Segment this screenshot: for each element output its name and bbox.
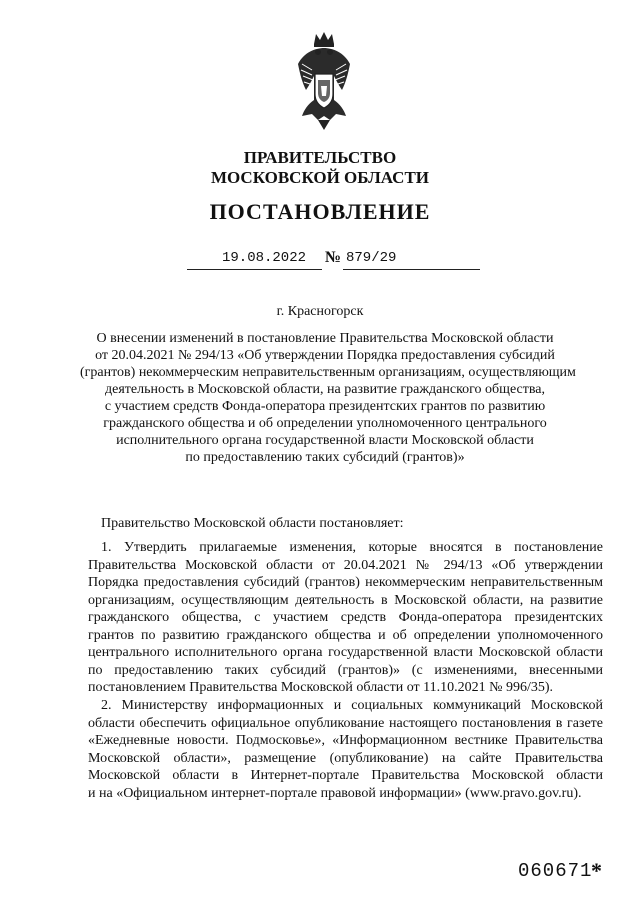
- item-2-line: 2. Министерству информационных и социальных коммуникаций Московской: [101, 698, 603, 713]
- subject-line: О внесении изменений в постановление Правительства Московской области: [96, 331, 554, 346]
- coat-of-arms-icon: [296, 30, 352, 136]
- item-2-line: «Ежедневные новости. Подмосковье», «Информационном вестнике Правительства: [88, 733, 603, 748]
- item-1-line: Правительства Московской области от 20.04.2021 № 294/13 «Об утверждении: [88, 557, 603, 573]
- item-2-line: Московской области в Интернет-портале Правительства Московской области: [88, 768, 603, 783]
- number-underline: [343, 269, 480, 270]
- document-type: ПОСТАНОВЛЕНИЕ: [209, 199, 431, 224]
- item-2: [88, 697, 603, 802]
- number-sign: №: [325, 249, 342, 266]
- item-2-line: и на «Официальном интернет-портале правовой информации» (www.pravo.gov.ru).: [88, 785, 582, 801]
- subject-line: с участием средств Фонда-оператора президентских грантов по развитию: [104, 399, 546, 414]
- item-1-line: постановлением Правительства Московской области от 11.10.2021 № 996/35).: [88, 680, 554, 695]
- item-1-line: 1. Утвердить прилагаемые изменения, которые вносятся в постановление: [101, 540, 603, 555]
- subject-line: от 20.04.2021 № 294/13 «Об утверждении Порядка предоставления субсидий: [95, 348, 555, 363]
- item-1-line: грантов по развитию гражданского общества и об определении уполномоченного: [88, 627, 603, 643]
- item-1-line: по предоставлению таких субсидий (грантов)» (с изменениями, внесенными: [88, 662, 603, 678]
- subject-line: (грантов) некоммерческим неправительственным организациям, осуществляющим: [80, 365, 576, 380]
- subject-line: гражданского общества и об определении уполномоченного центрального: [103, 416, 547, 431]
- date-underline: [187, 269, 322, 270]
- item-2-line: Московской области», размещение (опубликование) на сайте Правительства: [88, 750, 603, 766]
- government-title-line2: МОСКОВСКОЙ ОБЛАСТИ: [210, 168, 430, 187]
- subject-line: исполнительного органа государственной власти Московской области: [116, 433, 534, 448]
- subject-line: деятельность в Московской области, на развитие гражданского общества,: [105, 382, 545, 397]
- item-1-line: организациям, осуществляющим деятельность в Московской области, на развитие: [88, 592, 603, 608]
- serial-star-mark: *: [591, 858, 602, 883]
- item-1-line: гражданского общества, с участием средств Фонда-оператора президентских: [88, 610, 603, 625]
- item-1: [88, 539, 603, 697]
- document-date: 19.08.2022: [222, 250, 307, 266]
- item-1-line: Порядка предоставления субсидий (грантов) некоммерческим неправительственным: [88, 575, 603, 590]
- serial-number: 060671: [518, 860, 593, 882]
- item-2-line: области обеспечить официальное опубликование настоящего постановления в газете: [88, 715, 603, 731]
- registration-line: [0, 250, 640, 272]
- government-title-line1: ПРАВИТЕЛЬСТВО: [243, 148, 397, 167]
- city: г. Красногорск: [276, 304, 364, 319]
- subject-line: по предоставлению таких субсидий (грантов)»: [185, 450, 465, 465]
- document-number: 879/29: [346, 250, 397, 266]
- document-subject: [80, 330, 576, 466]
- resolution-intro: Правительство Московской области постановляет:: [101, 516, 404, 531]
- item-1-line: центрального исполнительного органа государственной власти Московской области: [88, 645, 603, 660]
